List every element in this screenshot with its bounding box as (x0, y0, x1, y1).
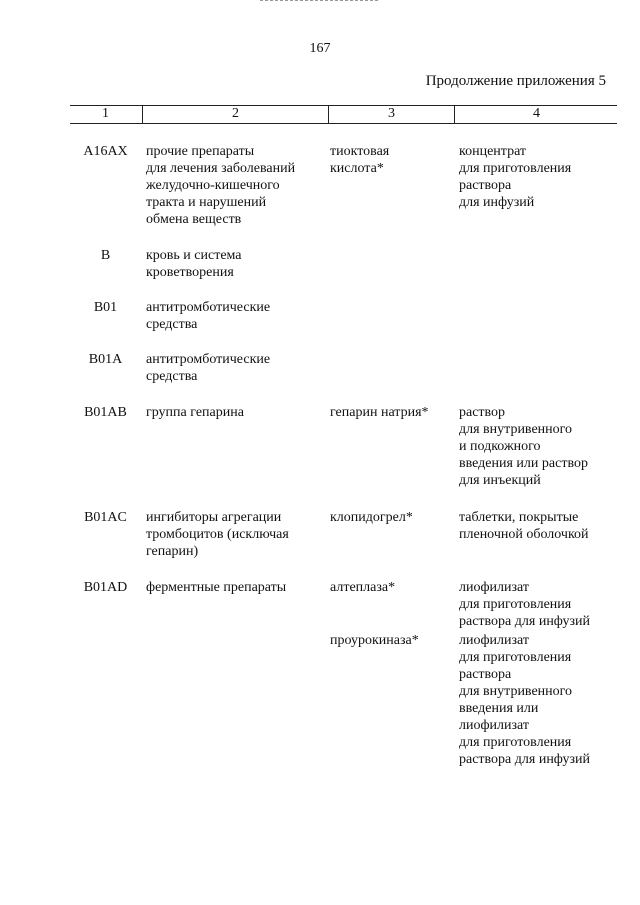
atc-code: B01AD (83, 580, 128, 595)
scan-top-edge (260, 0, 378, 2)
atc-code: B01A (88, 352, 123, 367)
group-name: ингибиторы агрегации тромбоцитов (исключая гепарин) (146, 510, 289, 559)
dosage-form: концентрат для приготовления раствора для инфузий (459, 144, 572, 210)
atc-code: B (100, 248, 111, 263)
page-number: 167 (309, 41, 331, 56)
table-header-col-2: 2 (142, 106, 328, 123)
atc-code: A16AX (83, 144, 128, 159)
dosage-form: лиофилизат для приготовления раствора для внутривенного введения или лиофилизат для приготовления раствора для инфузий (459, 633, 591, 767)
table-header-col-4: 4 (454, 106, 618, 123)
group-name: кровь и система кроветворения (146, 248, 242, 280)
drug-name: гепарин натрия* (330, 405, 429, 420)
atc-code: B01AB (84, 405, 127, 420)
table-header-col-3: 3 (328, 106, 454, 123)
drug-name: алтеплаза* (330, 580, 396, 595)
atc-code: B01AC (84, 510, 127, 525)
group-name: прочие препараты для лечения заболеваний желудочно-кишечного тракта и нарушений обмена веществ (146, 144, 296, 227)
atc-code: B01 (93, 300, 118, 315)
continuation-label: Продолжение приложения 5 (425, 73, 606, 89)
drug-name: тиоктовая кислота* (330, 144, 390, 176)
group-name: ферментные препараты (146, 580, 287, 595)
dosage-form: таблетки, покрытые пленочной оболочкой (459, 510, 589, 542)
drug-name: проурокиназа* (330, 633, 419, 648)
dosage-form: лиофилизат для приготовления раствора для инфузий (459, 580, 591, 629)
table-header-row (70, 105, 617, 124)
group-name: группа гепарина (146, 405, 244, 420)
group-name: антитромботические средства (146, 300, 271, 332)
drug-name: клопидогрел* (330, 510, 413, 525)
group-name: антитромботические средства (146, 352, 271, 384)
dosage-form: раствор для внутривенного и подкожного введения или раствор для инъекций (459, 405, 588, 488)
table-header-col-1: 1 (102, 106, 109, 121)
